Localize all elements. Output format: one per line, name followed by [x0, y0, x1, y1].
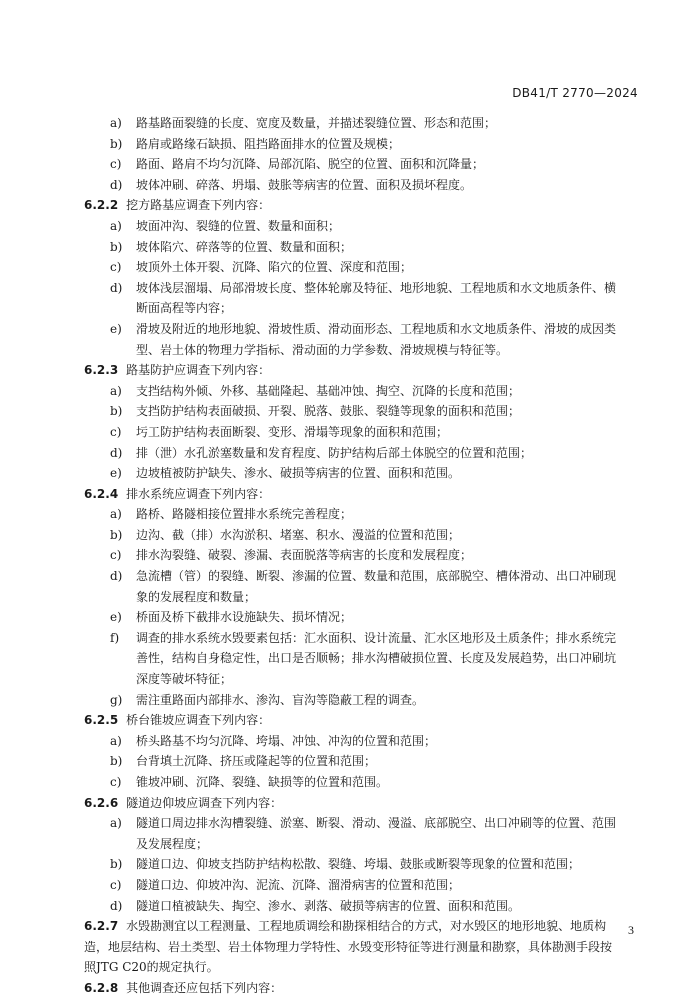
list-item-marker: c): [110, 260, 122, 275]
list-item: [84, 154, 622, 175]
section-text: 挖方路基应调查下列内容：: [126, 198, 271, 213]
list-item: [84, 134, 622, 155]
section-number: 6.2.7: [84, 919, 119, 934]
list-item: [84, 381, 622, 402]
list-item: [84, 443, 622, 464]
section-text: 隧道边仰坡应调查下列内容：: [126, 795, 283, 810]
list-item-marker: d): [110, 280, 123, 295]
list-item-marker: c): [110, 877, 122, 892]
list-item: [84, 690, 622, 711]
list-item-text: 排水沟裂缝、破裂、渗漏、表面脱落等病害的长度和发展程度；: [136, 548, 473, 563]
list-item-marker: e): [110, 321, 122, 336]
list-item-marker: a): [110, 116, 122, 130]
list-item-text: 坡体陷穴、碎落等的位置、数量和面积；: [136, 239, 353, 254]
list-item-marker: c): [110, 775, 122, 789]
list-item: [84, 216, 622, 237]
list-item: [84, 772, 622, 793]
list-item-text: 坡顶外土体开裂、沉降、陷穴的位置、深度和范围；: [136, 260, 413, 275]
list-item-marker: e): [110, 610, 122, 625]
list-item-text: 坡面冲沟、裂缝的位置、数量和面积；: [136, 218, 341, 233]
list-item: [84, 237, 622, 258]
section-number: 6.2.2: [84, 198, 119, 213]
list-item-marker: c): [110, 424, 122, 439]
list-item-marker: a): [110, 816, 122, 831]
list-item-marker: g): [110, 692, 123, 707]
list-item-text: 路面、路肩不均匀沉降、局部沉陷、脱空的位置、面积和沉降量；: [136, 157, 485, 172]
section-number: 6.2.8: [84, 980, 119, 995]
list-item: [84, 566, 622, 607]
list-item: [84, 422, 622, 443]
list-item-text: 调查的排水系统水毁要素包括：汇水面积、设计流量、汇水区地形及土质条件；排水系统完善性，结构自身稳定性，出口是否顺畅；排水沟槽破损位置、长度及发展趋势，出口冲刷坑深度等破坏特征；: [136, 630, 617, 687]
section-heading: [84, 195, 622, 216]
list-item-text: 隧道口边、仰坡支挡防护结构松散、裂缝、垮塌、鼓胀或断裂等现象的位置和范围；: [136, 857, 581, 872]
section-paragraph: [84, 916, 622, 978]
list-item-text: 坡体浅层溜塌、局部滑坡长度、整体轮廓及特征、地形地貌、工程地质和水文地质条件、横断面高程等内容；: [136, 280, 617, 316]
list-item-marker: d): [110, 445, 123, 460]
document-code: DB41/T 2770—2024: [512, 86, 638, 100]
list-item-marker: d): [110, 898, 123, 913]
list-item-text: 路基路面裂缝的长度、宽度及数量，并描述裂缝位置、形态和范围；: [136, 116, 497, 130]
list-item-text: 排（泄）水孔淤塞数量和发育程度、防护结构后部土体脱空的位置和范围；: [136, 445, 533, 460]
list-item-text: 边沟、截（排）水沟淤积、堵塞、积水、漫溢的位置和范围；: [136, 527, 461, 542]
list-item: [84, 504, 622, 525]
list-item-marker: f): [110, 630, 120, 645]
list-item: [84, 545, 622, 566]
section-text: 水毁勘测宜以工程测量、工程地质调绘和勘探相结合的方式，对水毁区的地形地貌、地质构造，地层结构、岩土类型、岩土体物理力学特性、水毁变形特征等进行测量和勘察，具体勘测手段按照JTG C20的规定执行。: [84, 919, 613, 975]
list-item-marker: b): [110, 239, 123, 254]
list-item: [84, 813, 622, 854]
list-item-text: 隧道口植被缺失、掏空、渗水、剥落、破损等病害的位置、面积和范围。: [136, 898, 521, 913]
list-item: [84, 607, 622, 628]
list-item: [84, 175, 622, 196]
section-number: 6.2.3: [84, 363, 119, 378]
section-number: 6.2.5: [84, 713, 119, 728]
list-item: [84, 463, 622, 484]
list-item-text: 桥头路基不均匀沉降、垮塌、冲蚀、冲沟的位置和范围；: [136, 733, 437, 748]
list-item-text: 滑坡及附近的地形地貌、滑坡性质、滑动面形态、工程地质和水文地质条件、滑坡的成因类型、岩土体的物理力学指标、滑动面的力学参数、滑坡规模与特征等。: [136, 321, 617, 357]
section-heading: [84, 793, 622, 814]
list-item-marker: a): [110, 733, 122, 748]
list-item: [84, 731, 622, 752]
list-item-text: 边坡植被防护缺失、渗水、破损等病害的位置、面积和范围。: [136, 466, 461, 481]
list-item: [84, 319, 622, 360]
list-item-marker: b): [110, 136, 123, 151]
list-item: [84, 401, 622, 422]
list-item-text: 坡体冲刷、碎落、坍塌、鼓胀等病害的位置、面积及损坏程度。: [136, 177, 473, 192]
list-item-marker: b): [110, 857, 123, 872]
list-item-marker: b): [110, 404, 123, 419]
list-item-marker: a): [110, 383, 122, 398]
section-heading: [84, 978, 622, 999]
list-item-marker: d): [110, 177, 123, 192]
list-item: [84, 257, 622, 278]
list-item-text: 急流槽（管）的裂缝、断裂、渗漏的位置、数量和范围，底部脱空、槽体滑动、出口冲刷现象的发展程度和数量；: [136, 569, 617, 604]
section-text: 其他调查还应包括下列内容：: [126, 980, 283, 995]
list-item-text: 需注重路面内部排水、渗沟、盲沟等隐蔽工程的调查。: [136, 692, 425, 707]
list-item: [84, 113, 622, 134]
section-heading: [84, 484, 622, 505]
list-item-marker: b): [110, 527, 123, 542]
list-item-text: 隧道口周边排水沟槽裂缝、淤塞、断裂、滑动、漫溢、底部脱空、出口冲刷等的位置、范围及发展程度；: [136, 816, 617, 851]
list-item: [84, 751, 622, 772]
list-item: [84, 896, 622, 917]
list-item-text: 台背填土沉降、挤压或隆起等的位置和范围；: [136, 754, 377, 769]
page-body: [84, 113, 622, 999]
list-item-text: 锥坡冲刷、沉降、裂缝、缺损等的位置和范围。: [136, 775, 389, 789]
list-item-text: 圬工防护结构表面断裂、变形、滑塌等现象的面积和范围；: [136, 424, 449, 439]
list-item-text: 路肩或路缘石缺损、阻挡路面排水的位置及规模；: [136, 136, 401, 151]
list-item-marker: d): [110, 569, 123, 584]
list-item: [84, 525, 622, 546]
list-item-text: 隧道口边、仰坡冲沟、泥流、沉降、溜滑病害的位置和范围；: [136, 877, 461, 892]
list-item: [84, 628, 622, 690]
section-text: 桥台锥坡应调查下列内容：: [126, 713, 271, 728]
section-heading: [84, 710, 622, 731]
list-item-text: 支挡防护结构表面破损、开裂、脱落、鼓胀、裂缝等现象的面积和范围；: [136, 404, 521, 419]
list-item-marker: b): [110, 754, 123, 769]
page-number: 3: [628, 923, 634, 937]
list-item-marker: a): [110, 218, 122, 233]
list-item-text: 路桥、路隧相接位置排水系统完善程度；: [136, 507, 353, 522]
list-item-marker: c): [110, 548, 122, 563]
list-item-marker: e): [110, 466, 122, 481]
list-item: [84, 875, 622, 896]
section-text: 排水系统应调查下列内容：: [126, 486, 271, 501]
section-text: 路基防护应调查下列内容：: [126, 363, 271, 378]
list-item-text: 支挡结构外倾、外移、基础隆起、基础冲蚀、掏空、沉降的长度和范围；: [136, 383, 521, 398]
section-number: 6.2.6: [84, 795, 119, 810]
section-heading: [84, 360, 622, 381]
list-item-marker: a): [110, 507, 122, 522]
section-number: 6.2.4: [84, 486, 119, 501]
list-item: [84, 854, 622, 875]
list-item: [84, 278, 622, 319]
list-item-text: 桥面及桥下截排水设施缺失、损坏情况；: [136, 610, 353, 625]
list-item-marker: c): [110, 157, 122, 172]
